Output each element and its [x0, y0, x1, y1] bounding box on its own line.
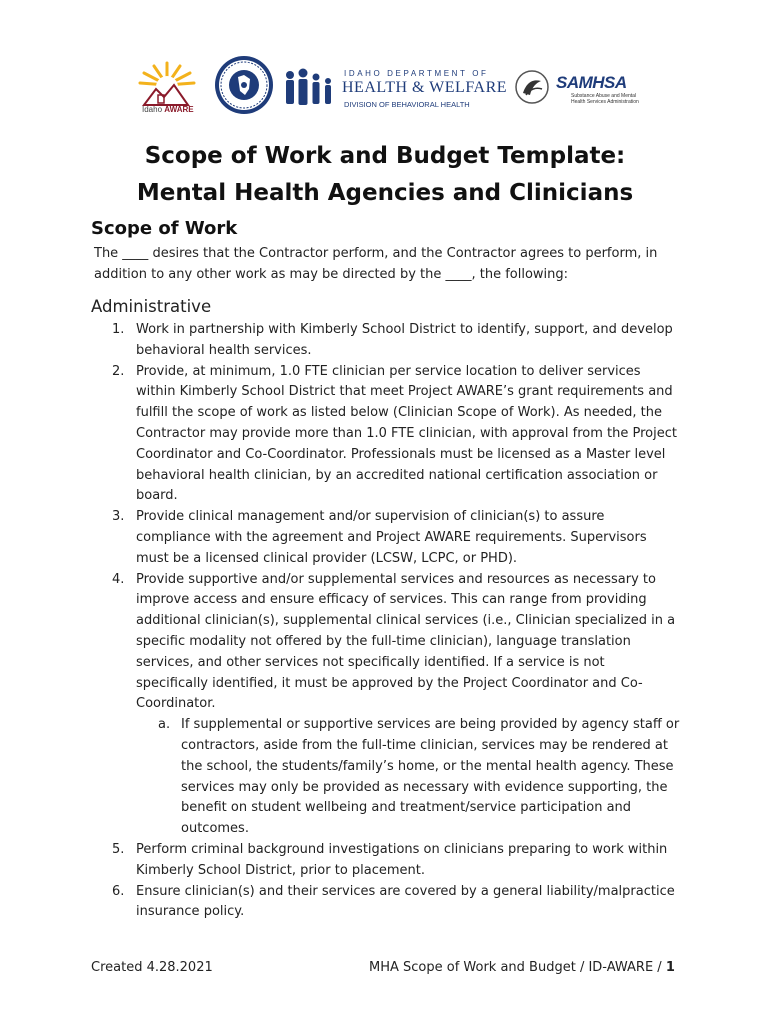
family-figures-icon — [282, 67, 338, 107]
page-number: 1 — [665, 960, 675, 975]
list-item — [100, 570, 680, 716]
hw-department-line: IDAHO DEPARTMENT OF — [344, 69, 489, 78]
list-item-number: 5. — [112, 841, 125, 857]
hw-division-line: DIVISION OF BEHAVIORAL HEALTH — [344, 100, 470, 109]
list-item-number: 3. — [112, 509, 125, 525]
list-item-text: Work in partnership with Kimberly School District to identify, support, and develop behavioral health services. — [136, 322, 673, 358]
list-item — [100, 362, 680, 508]
list-item — [100, 507, 680, 569]
sunburst-house-icon — [134, 59, 200, 107]
list-item-text: Perform criminal background investigations on clinicians preparing to work within Kimberly School District, prior to placement. — [136, 841, 668, 878]
sub-list — [100, 715, 680, 840]
idaho-aware-logo — [134, 59, 200, 119]
sub-list-item — [136, 715, 680, 840]
administrative-list — [100, 320, 680, 923]
sub-list-item-letter: a. — [158, 717, 171, 733]
list-item — [100, 320, 680, 362]
state-seal-icon — [214, 55, 274, 115]
hw-name-line: HEALTH & WELFARE — [342, 79, 508, 96]
footer-document-info — [369, 960, 675, 975]
scope-intro-paragraph: The ____ desires that the Contractor perform, and the Contractor agrees to perform, in addition to any other work as may be directed by the ____, the following: — [94, 246, 658, 282]
list-item-text: Provide, at minimum, 1.0 FTE clinician per service location to deliver services within Kimberly School District that meet Project AWARE’s grant requirements and fulfill the scope of work as listed below (Clinician Scope of Work). As needed, the Contractor may provide more than 1.0 FTE clinician, with approval from the Project Coordinator and Co-Coordinator. Professionals must be licensed as a Master level behavioral health clinician, by an accredited national certification association or board. — [136, 363, 677, 504]
list-item-text: Provide supportive and/or supplemental services and resources as necessary to improve access and ensure efficacy of services. This can range from providing additional clinician(s), supplemental clinical services (i.e., Clinician specialized in a specific modality not offered by the full-time clinician), language translation services, and other services not specifically identified. If a service is not specifically identified, it must be approved by the Project Coordinator and Co-Coordinator. — [136, 571, 676, 712]
health-welfare-logo — [282, 67, 508, 113]
sub-list-item-text: If supplemental or supportive services are being provided by agency staff or contractors, aside from the full-time clinician, services may be rendered at the school, the students/family’s home, or the mental health agency. These services may only be provided as necessary with evidence supporting, the benefit on student wellbeing and treatment/service participation and outcomes. — [181, 717, 680, 837]
document-title-line2: Mental Health Agencies and Clinicians — [136, 180, 634, 206]
list-item — [100, 882, 680, 924]
education-seal-logo — [214, 55, 274, 115]
administrative-heading: Administrative — [91, 297, 212, 316]
list-item-number: 4. — [112, 571, 125, 587]
list-item — [100, 840, 680, 882]
aware-logo-text: Idaho AWARE — [142, 105, 194, 114]
list-item-text: Ensure clinician(s) and their services are covered by a general liability/malpractice insurance policy. — [136, 883, 675, 920]
logo-row — [0, 55, 770, 125]
hhs-eagle-icon — [514, 69, 550, 105]
list-item-text: Provide clinical management and/or supervision of clinician(s) to assure compliance with the agreement and Project AWARE requirements. Supervisors must be a licensed clinical provider (LCSW, LCPC, or PHD). — [136, 509, 647, 566]
samhsa-subtitle: Substance Abuse and Mental Health Services Administration — [571, 93, 639, 105]
samhsa-name: SAMHSA — [556, 73, 627, 92]
footer-document-name: MHA Scope of Work and Budget / ID-AWARE / — [369, 960, 666, 975]
footer-created-date: Created 4.28.2021 — [91, 960, 213, 975]
samhsa-logo — [514, 69, 639, 109]
list-item-number: 1. — [112, 322, 125, 337]
document-title-line1: Scope of Work and Budget Template: — [144, 143, 626, 169]
scope-of-work-heading: Scope of Work — [91, 218, 238, 239]
list-item-number: 2. — [112, 363, 125, 379]
list-item-number: 6. — [112, 883, 125, 899]
